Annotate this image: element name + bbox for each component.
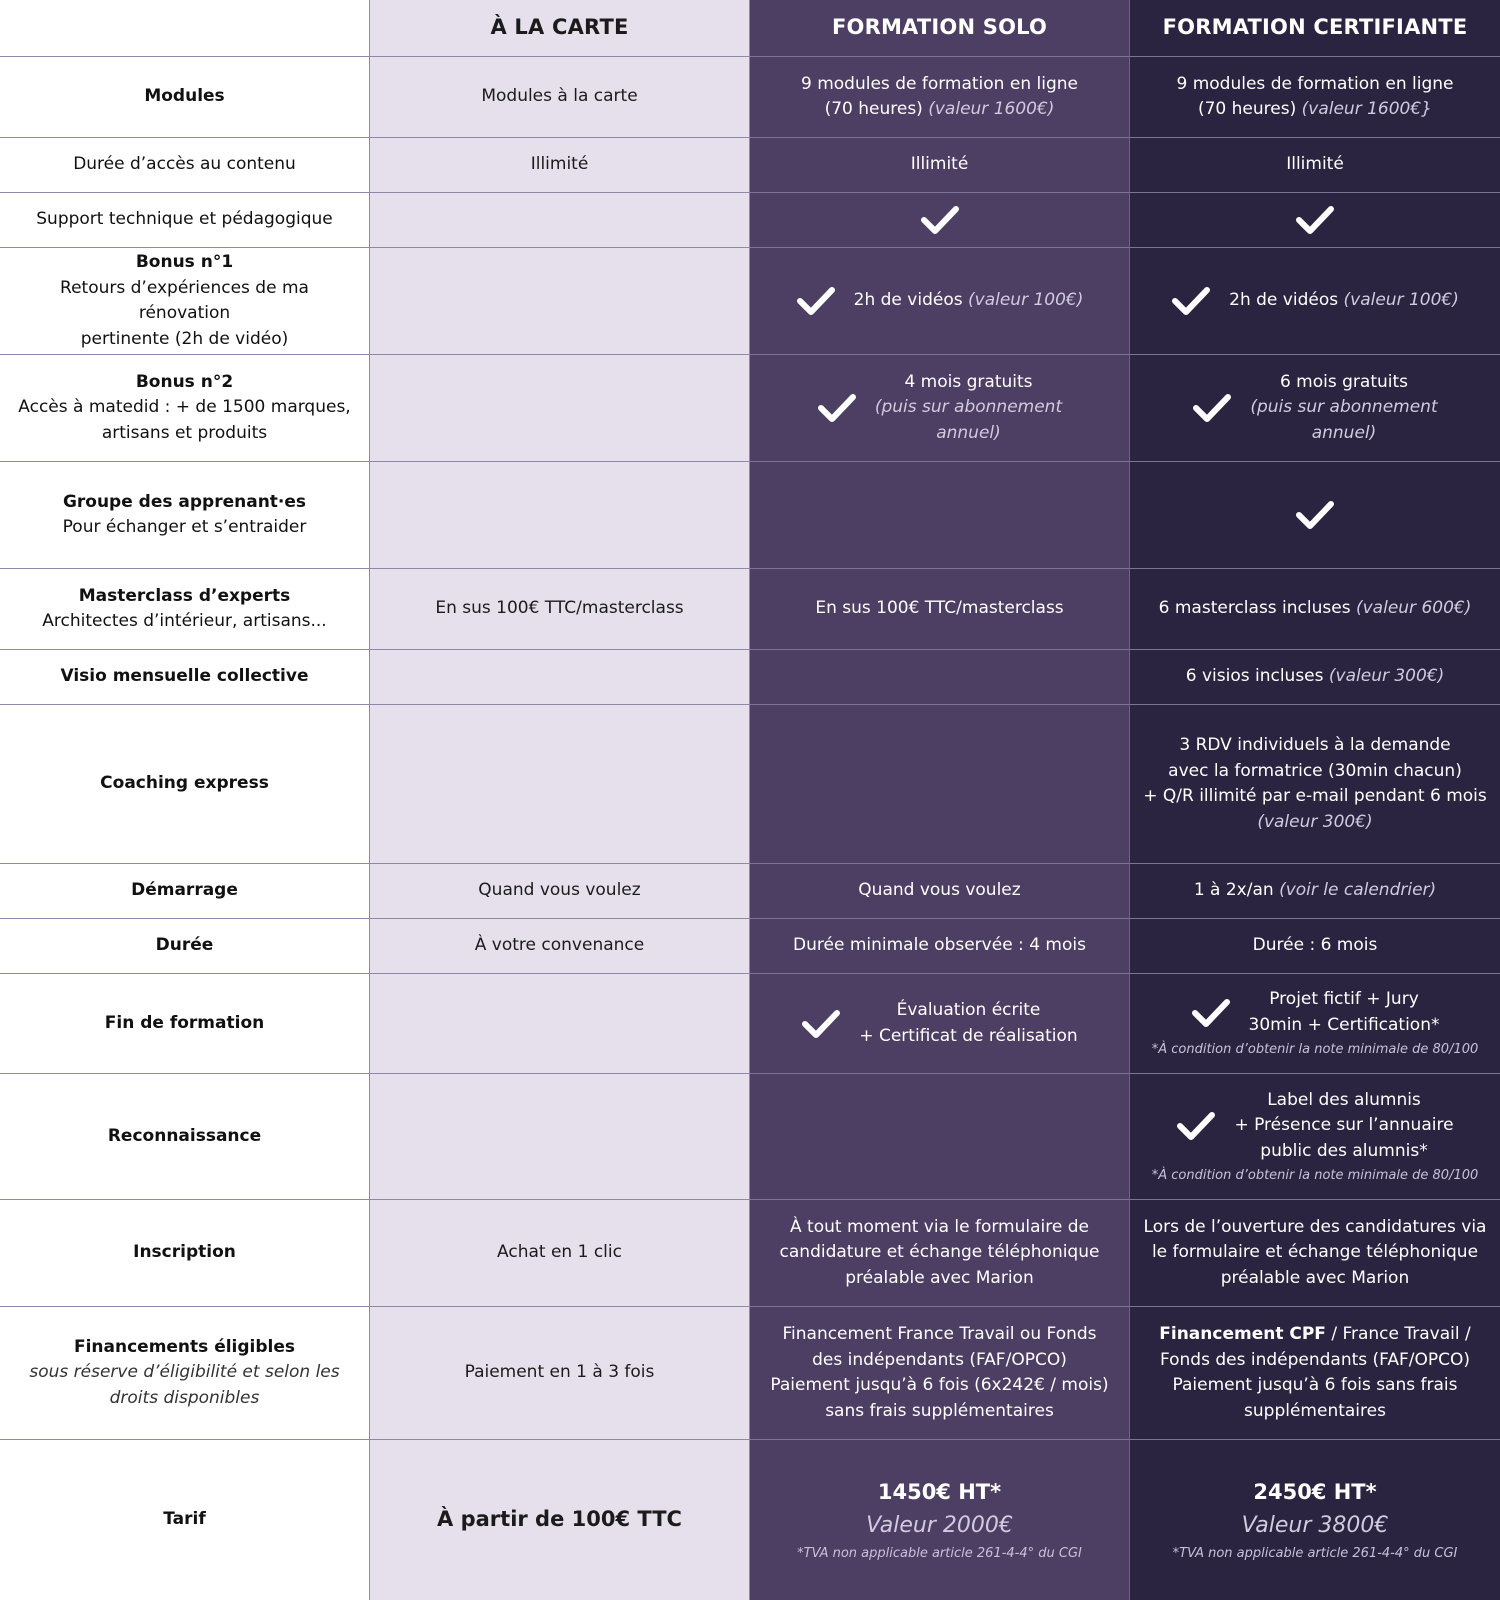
cell-inscription-solo — [750, 1200, 1130, 1307]
label-desc: Retours d’expériences de ma rénovation — [60, 277, 309, 323]
cell-text: Paiement jusqu’à 6 fois (6x242€ / mois) — [770, 1375, 1109, 1395]
cell-groupe-carte — [370, 462, 750, 569]
cell-text: + Certificat de réalisation — [859, 1025, 1078, 1046]
cell-text: public des alumnis* — [1260, 1140, 1428, 1161]
cell-financements-cert — [1130, 1307, 1500, 1440]
cell-text: 2h de vidéos — [1229, 290, 1339, 311]
cell-text-line — [1159, 596, 1472, 622]
cell-text-line — [825, 97, 1055, 123]
cell-financements-carte — [370, 1307, 750, 1440]
cell-bonus2-solo — [750, 355, 1130, 462]
cell-tarif-carte — [370, 1440, 750, 1600]
row-label-support — [0, 193, 370, 248]
cell-fin-carte — [370, 974, 750, 1074]
cell-text-line — [1159, 1322, 1471, 1348]
cell-text: À votre convenance — [474, 935, 645, 956]
check-text — [1249, 987, 1440, 1038]
check-text — [854, 288, 1084, 314]
row-label-financements — [0, 1307, 370, 1440]
cell-text: Illimité — [1286, 154, 1344, 175]
check-icon — [1295, 204, 1335, 236]
cell-text: Illimité — [910, 154, 969, 175]
cell-text: Fonds des indépendants (FAF/OPCO) — [1159, 1349, 1471, 1370]
row-label-duree-acces — [0, 138, 370, 193]
check-row — [762, 285, 1117, 317]
label-desc: Accès à matedid : + de 1500 marques, — [18, 397, 351, 418]
label-desc: Pour échanger et s’entraider — [62, 517, 307, 537]
label-desc: pertinente (2h de vidéo) — [80, 328, 289, 349]
value-note: annuel) — [936, 422, 1001, 443]
value-note: (valeur 300€) — [1257, 811, 1373, 832]
label-text: Démarrage — [131, 880, 238, 901]
cell-text: + Présence sur l’annuaire — [1234, 1115, 1454, 1135]
cell-financements-solo — [750, 1307, 1130, 1440]
cell-text-bold: Financement CPF — [1159, 1324, 1326, 1344]
cell-duree-solo — [750, 919, 1130, 974]
cell-support-carte — [370, 193, 750, 248]
cell-text: Quand vous voulez — [478, 880, 641, 901]
label-desc: Architectes d’intérieur, artisans... — [42, 611, 327, 631]
cell-modules-cert — [1130, 57, 1500, 138]
cell-coaching-solo — [750, 705, 1130, 864]
check-text — [859, 998, 1077, 1049]
check-icon — [1176, 1110, 1216, 1142]
cell-demarrage-carte — [370, 864, 750, 919]
cell-text: En sus 100€ TTC/masterclass — [435, 598, 684, 619]
cell-text: Durée minimale observée : 4 mois — [793, 935, 1086, 956]
check-icon — [796, 285, 836, 317]
cell-bonus2-cert — [1130, 355, 1500, 462]
cell-text: (70 heures) — [824, 99, 923, 119]
cell-text-line — [1198, 97, 1432, 123]
cell-duree-acces-carte — [370, 138, 750, 193]
cell-text: Financement France Travail ou Fonds — [782, 1324, 1097, 1344]
cell-demarrage-cert — [1130, 864, 1500, 919]
cell-text: 1 à 2x/an — [1193, 880, 1274, 901]
value-note: (valeur 1600€} — [1301, 99, 1432, 119]
cell-text: + Q/R illimité par e-mail pendant 6 mois — [1143, 786, 1487, 806]
cell-text: candidature et échange téléphonique — [779, 1242, 1100, 1263]
row-label-coaching — [0, 705, 370, 864]
cell-text: Label des alumnis — [1267, 1089, 1421, 1110]
check-row — [1142, 285, 1488, 317]
cell-text: préalable avec Marion — [1220, 1267, 1410, 1288]
cell-text: Projet fictif + Jury — [1269, 989, 1419, 1010]
cell-text: supplémentaires — [1244, 1400, 1386, 1421]
cell-text: Quand vous voulez — [858, 880, 1021, 901]
cell-reconnaissance-solo — [750, 1074, 1130, 1200]
cell-modules-carte — [370, 57, 750, 138]
check-icon — [920, 204, 960, 236]
footnote: *À condition d’obtenir la note minimale de 80/100 — [1151, 1168, 1479, 1183]
price-text: 2450€ HT* — [1253, 1480, 1377, 1504]
check-icon — [1191, 997, 1231, 1029]
label-text: Inscription — [133, 1242, 236, 1263]
cell-text: / France Travail / — [1325, 1324, 1471, 1344]
cell-text: 4 mois gratuits — [904, 371, 1033, 392]
cell-text: 3 RDV individuels à la demande — [1179, 735, 1451, 755]
check-row — [1142, 987, 1488, 1038]
cell-text: 30min + Certification* — [1248, 1014, 1440, 1035]
cell-text: sans frais supplémentaires — [825, 1400, 1054, 1421]
check-row — [762, 998, 1117, 1049]
check-icon — [1192, 392, 1232, 424]
label-text: Modules — [144, 86, 225, 107]
label-text: Durée d’accès au contenu — [73, 154, 296, 175]
cell-text: 9 modules de formation en ligne — [801, 73, 1078, 94]
check-text — [1234, 1088, 1453, 1165]
check-row — [1142, 1088, 1488, 1165]
cell-demarrage-solo — [750, 864, 1130, 919]
cell-fin-cert — [1130, 974, 1500, 1074]
cell-groupe-cert — [1130, 462, 1500, 569]
label-text: Fin de formation — [104, 1012, 265, 1033]
row-label-demarrage — [0, 864, 370, 919]
cell-reconnaissance-cert — [1130, 1074, 1500, 1200]
value-note: (voir le calendrier) — [1279, 880, 1437, 901]
label-title: Groupe des apprenant·es — [62, 491, 307, 512]
header-col3-label: FORMATION CERTIFIANTE — [1162, 15, 1468, 40]
value-note: (valeur 600€) — [1355, 598, 1472, 619]
value-note: (valeur 300€) — [1328, 666, 1445, 687]
footnote: *TVA non applicable article 261-4-4° du CGI — [797, 1545, 1082, 1561]
check-text — [1229, 288, 1459, 314]
value-note: (valeur 100€) — [1343, 290, 1459, 311]
cell-masterclass-cert — [1130, 569, 1500, 650]
label-text: Durée — [155, 935, 214, 956]
label-text: Visio mensuelle collective — [60, 666, 309, 687]
cell-text: À tout moment via le formulaire de — [790, 1216, 1089, 1237]
cell-duree-acces-solo — [750, 138, 1130, 193]
cell-duree-acces-cert — [1130, 138, 1500, 193]
value-note: annuel) — [1311, 422, 1377, 443]
check-icon — [1295, 499, 1335, 531]
cell-text: préalable avec Marion — [845, 1267, 1034, 1288]
check-icon — [801, 1008, 841, 1040]
label-desc: artisans et produits — [101, 422, 268, 443]
price-value: Valeur 2000€ — [866, 1512, 1013, 1538]
footnote: *TVA non applicable article 261-4-4° du CGI — [1172, 1545, 1458, 1561]
cell-text: Évaluation écrite — [896, 1000, 1041, 1020]
cell-text: 9 modules de formation en ligne — [1176, 73, 1454, 94]
cell-text: Paiement jusqu’à 6 fois sans frais — [1172, 1375, 1458, 1395]
cell-text: 6 mois gratuits — [1279, 371, 1409, 392]
cell-support-cert — [1130, 193, 1500, 248]
cell-bonus1-cert — [1130, 248, 1500, 355]
cell-tarif-solo — [750, 1440, 1130, 1600]
cell-text: le formulaire et échange téléphonique — [1151, 1242, 1479, 1263]
row-label-reconnaissance — [0, 1074, 370, 1200]
header-formation-certifiante — [1130, 0, 1500, 57]
cell-bonus1-solo — [750, 248, 1130, 355]
header-formation-solo — [750, 0, 1130, 57]
cell-text: En sus 100€ TTC/masterclass — [815, 598, 1064, 619]
row-label-tarif — [0, 1440, 370, 1600]
cell-text: Achat en 1 clic — [497, 1242, 622, 1263]
check-row — [762, 370, 1117, 447]
cell-text: (70 heures) — [1197, 99, 1297, 119]
price-value: Valeur 3800€ — [1241, 1512, 1389, 1538]
label-text: Reconnaissance — [107, 1125, 262, 1146]
cell-text: des indépendants (FAF/OPCO) — [812, 1349, 1067, 1370]
price-text: 1450€ HT* — [877, 1480, 1002, 1504]
price-text: À partir de 100€ TTC — [437, 1507, 682, 1532]
value-note: (valeur 1600€) — [928, 99, 1055, 119]
cell-text: Illimité — [530, 154, 589, 175]
cell-modules-solo — [750, 57, 1130, 138]
check-text — [875, 370, 1062, 447]
row-label-fin — [0, 974, 370, 1074]
row-label-duree — [0, 919, 370, 974]
check-icon — [817, 392, 857, 424]
cell-text: Paiement en 1 à 3 fois — [464, 1362, 655, 1383]
cell-text: Modules à la carte — [481, 86, 638, 107]
cell-visio-solo — [750, 650, 1130, 705]
cell-bonus2-carte — [370, 355, 750, 462]
label-text: Tarif — [163, 1509, 206, 1530]
label-note: sous réserve d’éligibilité et selon les — [29, 1362, 340, 1383]
row-label-masterclass — [0, 569, 370, 650]
cell-text-line — [1194, 878, 1436, 904]
value-note: (valeur 100€) — [968, 290, 1084, 311]
cell-duree-cert — [1130, 919, 1500, 974]
row-label-modules — [0, 57, 370, 138]
cell-bonus1-carte — [370, 248, 750, 355]
label-title: Bonus n°2 — [135, 371, 234, 392]
row-label-groupe — [0, 462, 370, 569]
cell-tarif-cert — [1130, 1440, 1500, 1600]
label-title: Bonus n°1 — [135, 252, 234, 272]
cell-masterclass-solo — [750, 569, 1130, 650]
label-text: Coaching express — [100, 773, 269, 794]
header-empty-cell — [0, 0, 370, 57]
header-col1-label: À LA CARTE — [490, 15, 629, 40]
cell-duree-carte — [370, 919, 750, 974]
cell-inscription-carte — [370, 1200, 750, 1307]
cell-masterclass-carte — [370, 569, 750, 650]
check-text — [1250, 370, 1437, 447]
cell-text: Durée : 6 mois — [1252, 935, 1378, 956]
cell-text-line — [1186, 664, 1445, 690]
cell-support-solo — [750, 193, 1130, 248]
cell-visio-cert — [1130, 650, 1500, 705]
cell-groupe-solo — [750, 462, 1130, 569]
label-text: Support technique et pédagogique — [36, 209, 333, 230]
check-row — [1142, 370, 1488, 447]
label-title: Financements éligibles — [73, 1336, 296, 1357]
header-col2-label: FORMATION SOLO — [831, 15, 1048, 40]
cell-visio-carte — [370, 650, 750, 705]
row-label-visio — [0, 650, 370, 705]
footnote: *À condition d’obtenir la note minimale de 80/100 — [1151, 1042, 1479, 1058]
row-label-inscription — [0, 1200, 370, 1307]
cell-coaching-cert — [1130, 705, 1500, 864]
value-note: (puis sur abonnement — [1250, 397, 1438, 418]
row-label-bonus2 — [0, 355, 370, 462]
cell-fin-solo — [750, 974, 1130, 1074]
value-note: (puis sur abonnement — [874, 397, 1063, 418]
header-a-la-carte — [370, 0, 750, 57]
row-label-bonus1 — [0, 248, 370, 355]
label-title: Masterclass d’experts — [78, 585, 291, 606]
cell-text: avec la formatrice (30min chacun) — [1168, 760, 1462, 781]
cell-text: 6 masterclass incluses — [1158, 598, 1351, 619]
cell-text: 6 visios incluses — [1185, 666, 1324, 687]
cell-inscription-cert — [1130, 1200, 1500, 1307]
check-icon — [1171, 285, 1211, 317]
cell-text: Lors de l’ouverture des candidatures via — [1143, 1216, 1487, 1237]
cell-coaching-carte — [370, 705, 750, 864]
cell-text: 2h de vidéos — [853, 290, 963, 311]
label-note: droits disponibles — [109, 1387, 260, 1408]
cell-reconnaissance-carte — [370, 1074, 750, 1200]
